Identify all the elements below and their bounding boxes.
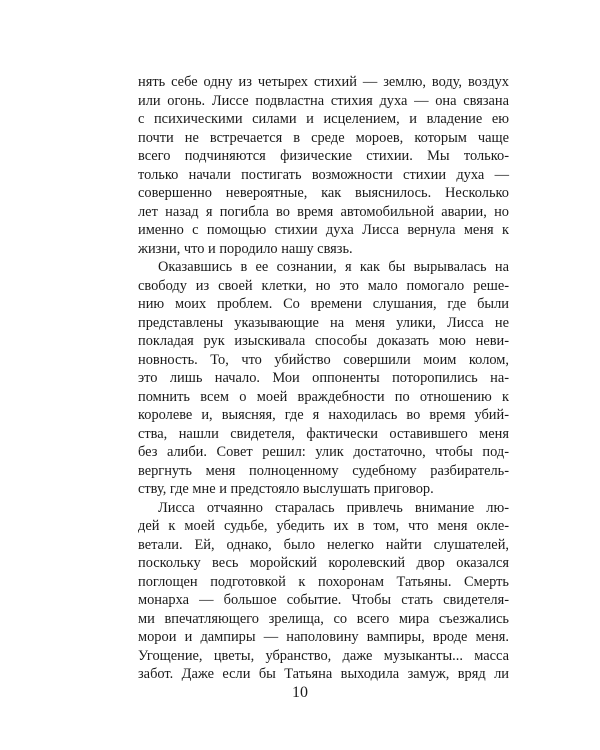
text-line: помнить всем о моей враждебности по отношению к: [138, 388, 509, 405]
text-line: забот. Даже если бы Татьяна выходила замуж, вряд ли: [138, 666, 509, 682]
page-number: 10: [292, 684, 308, 701]
text-line: Угощение, цветы, убранство, даже музыканты... масса: [138, 647, 509, 664]
text-line: нию моих проблем. Со времени слушания, где были: [138, 296, 509, 312]
text-line: ми впечатляющего зрелища, со всего мира съезжались: [138, 610, 509, 627]
text-line: покладая рук изыскивала способы доказать мою неви-: [138, 333, 509, 349]
text-line: ветали. Ей, однако, было нелегко найти слушателей,: [138, 536, 509, 553]
text-line: лет назад я погибла во время автомобильной аварии, но: [138, 203, 509, 220]
text-line: с психическими силами и исцелением, и владение ею: [138, 111, 509, 127]
text-line: поглощен подготовкой к похоронам Татьяны. Смерть: [138, 573, 509, 590]
text-line: только начали постигать возможности стихии духа —: [138, 166, 509, 183]
text-line: новность. То, что убийство совершили моим колом,: [138, 351, 509, 368]
text-line: почти не встречается в среде мороев, которым чаще: [138, 129, 509, 146]
text-line: морои и дампиры — наполовину вампиры, вроде меня.: [138, 629, 509, 645]
text-line: ству, где мне и предстояло выслушать приговор.: [138, 481, 434, 497]
text-line: Оказавшись в ее сознании, я как бы вырывалась на: [158, 259, 509, 275]
text-line: без алиби. Совет решил: улик достаточно, чтобы под-: [138, 444, 509, 460]
text-line: вергнуть меня полноценному судебному разбиратель-: [138, 462, 509, 479]
text-line: монарха — большое событие. Чтобы стать свидетеля-: [138, 592, 509, 608]
text-line: совершенно невероятные, как выяснилось. Несколько: [138, 185, 509, 201]
text-line: дей к моей судьбе, убедить их в том, что меня окле-: [138, 518, 509, 534]
text-line: или огонь. Лиссе подвластна стихия духа — она связана: [138, 92, 509, 109]
text-line: нять себе одну из четырех стихий — землю, воду, воздух: [138, 74, 509, 90]
text-line: жизни, что и породило нашу связь.: [138, 240, 353, 257]
text-line: это лишь начало. Мои оппоненты поторопились на-: [138, 370, 509, 386]
text-line: свободу из своей клетки, но это мало помогало реше-: [138, 277, 509, 294]
text-line: ства, нашли свидетеля, фактически оставившего меня: [138, 425, 509, 442]
text-line: поскольку весь моройский королевский двор оказался: [138, 555, 509, 571]
text-line: Лисса отчаянно старалась привлечь внимание лю-: [158, 499, 509, 516]
text-line: королеве и, выясняя, где я находилась во время убий-: [138, 407, 509, 423]
text-line: всего подчиняются физические стихии. Мы только-: [138, 148, 509, 164]
text-line: представлены указывающие на меня улики, Лисса не: [138, 314, 509, 331]
text-line: именно с помощью стихии духа Лисса вернула меня к: [138, 222, 509, 238]
